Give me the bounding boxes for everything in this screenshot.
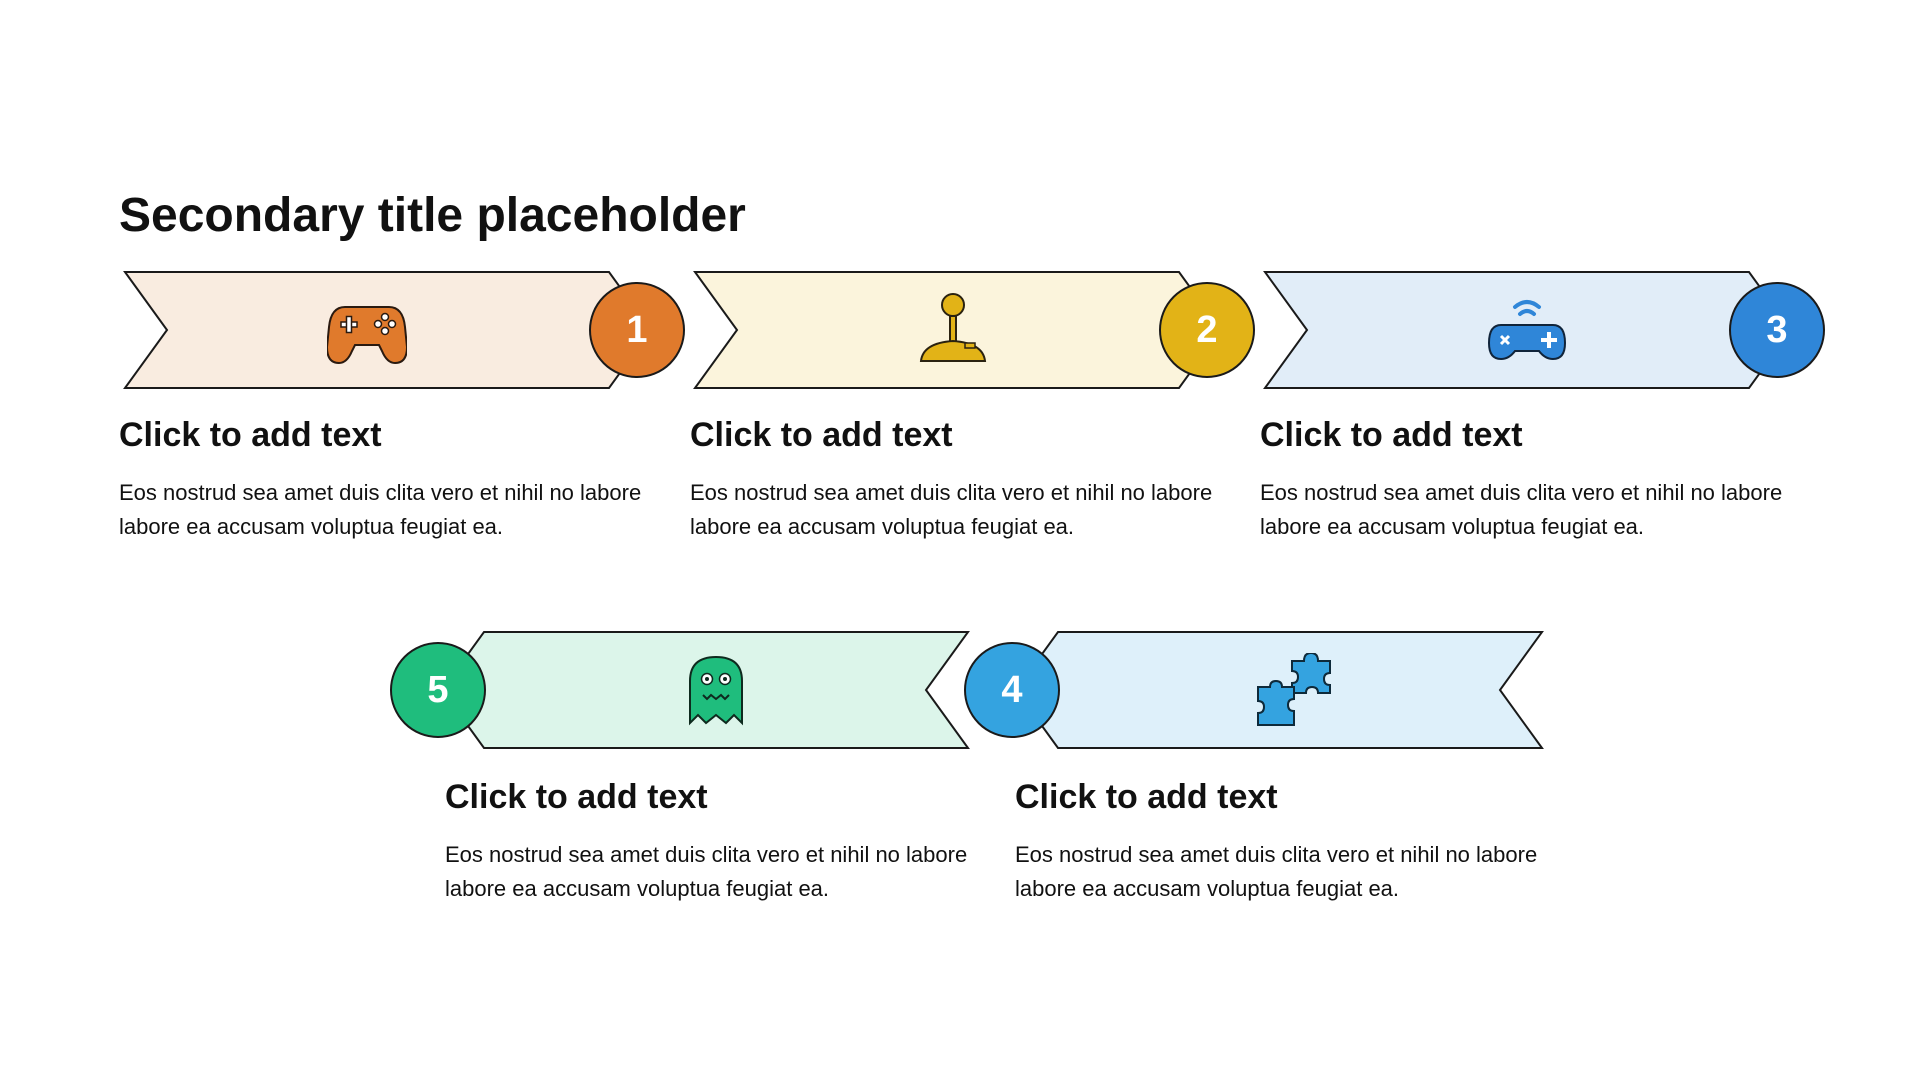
step-3-heading[interactable]: Click to add text bbox=[1260, 416, 1523, 454]
step-5-heading[interactable]: Click to add text bbox=[445, 778, 708, 816]
step-1-heading[interactable]: Click to add text bbox=[119, 416, 382, 454]
step-2-heading[interactable]: Click to add text bbox=[690, 416, 953, 454]
ghost-icon bbox=[676, 653, 756, 727]
step-4-body[interactable]: Eos nostrud sea amet duis clita vero et nihil no labore labore ea accusam voluptua feugiat ea. bbox=[1015, 841, 1538, 901]
step-3-banner bbox=[1265, 270, 1845, 390]
step-2-banner bbox=[695, 270, 1275, 390]
step-1-number-badge: 1 bbox=[589, 282, 685, 378]
gamepad-icon bbox=[327, 293, 407, 367]
step-4-number-badge: 4 bbox=[964, 642, 1060, 738]
step-5-text bbox=[445, 777, 985, 906]
step-1-body[interactable]: Eos nostrud sea amet duis clita vero et nihil no labore labore ea accusam voluptua feugiat ea. bbox=[119, 479, 642, 539]
step-4-text bbox=[1015, 777, 1555, 906]
step-2-body[interactable]: Eos nostrud sea amet duis clita vero et nihil no labore labore ea accusam voluptua feugiat ea. bbox=[690, 479, 1213, 539]
slide-title: Secondary title placeholder bbox=[119, 189, 746, 242]
joystick-icon bbox=[913, 293, 993, 367]
step-3-body[interactable]: Eos nostrud sea amet duis clita vero et nihil no labore labore ea accusam voluptua feugiat ea. bbox=[1260, 479, 1783, 539]
puzzle-pieces-icon bbox=[1254, 653, 1334, 727]
step-4-banner bbox=[962, 630, 1542, 750]
step-1-text bbox=[119, 415, 659, 544]
step-2-text bbox=[690, 415, 1230, 544]
step-5-banner bbox=[388, 630, 968, 750]
step-1-banner bbox=[125, 270, 705, 390]
step-3-text bbox=[1260, 415, 1800, 544]
step-3-number-badge: 3 bbox=[1729, 282, 1825, 378]
step-5-body[interactable]: Eos nostrud sea amet duis clita vero et nihil no labore labore ea accusam voluptua feugiat ea. bbox=[445, 841, 968, 901]
step-4-heading[interactable]: Click to add text bbox=[1015, 778, 1278, 816]
step-5-number-badge: 5 bbox=[390, 642, 486, 738]
wireless-controller-icon bbox=[1487, 293, 1567, 367]
step-2-number-badge: 2 bbox=[1159, 282, 1255, 378]
